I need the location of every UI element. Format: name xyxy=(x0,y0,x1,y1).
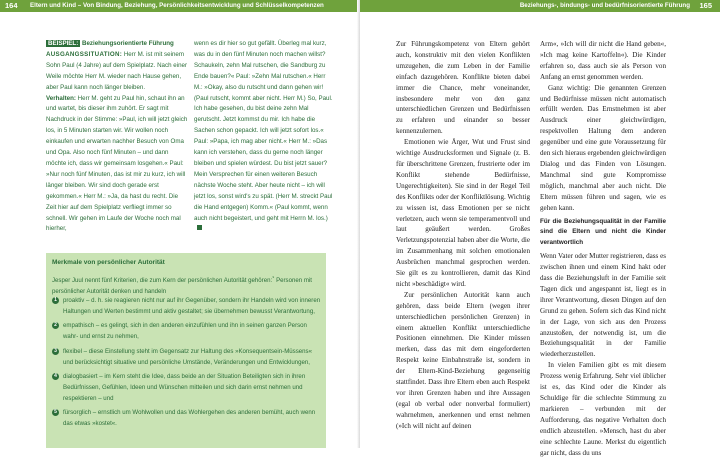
running-head-right: Beziehungs-, bindungs- und bedürfnisorientierte Führung xyxy=(519,2,690,9)
list-item-text: empathisch – es gelingt, sich in den anderen einzufühlen und ihn in seinen ganzen Person wahr- und ernst zu nehmen, xyxy=(63,322,307,341)
body-column-2 xyxy=(540,39,666,458)
footnote-ref: ⁹ xyxy=(272,275,275,281)
list-item xyxy=(52,320,322,342)
left-page xyxy=(0,0,360,448)
example-intro xyxy=(46,50,188,94)
number-badge: 4 xyxy=(52,373,59,380)
paragraph: Arm«, »Ich will dir nicht die Hand geben«, »Ich mag keine Kartoffeln«). Die Kinder erfahren so, dass auch sie als Person von Anfang an ernst genommen werden. xyxy=(540,40,666,81)
behavior-text: Herr M. geht zu Paul hin, schaut ihn an und wartet, bis dieser ihm zuhört. Er sagt mit Nachdruck in der Stimme: »Paul, ich will jetzt gleich los, in 5 Minuten starten wir. Wir wollen noch einkaufen und erwarten nachher Besuch von Oma und Opa. Also noch fünf Minuten – und dann möchte ich, dass wir gemeinsam losgehen.« Paul: »Nur noch fünf Minuten, das ist mir zu kurz, ich will länger bleiben. Wir sind doch gerade erst gekommen.« Herr M.: »Ja, da hast du recht. Die Zeit hier auf dem Spielplatz verfliegt immer so schnell. Wir gehen im Laufe der Woche noch mal hierher, xyxy=(46,94,188,233)
list-item xyxy=(52,371,322,404)
number-badge: 5 xyxy=(52,409,59,416)
right-running-header xyxy=(360,0,720,12)
example-heading xyxy=(46,39,188,50)
example-title: Beziehungsorientierte Führung xyxy=(82,40,174,47)
body-column-1 xyxy=(396,39,530,432)
behavior-label: Verhalten: xyxy=(46,94,76,102)
example-intro-text: Herr M. ist mit seinem Sohn Paul (4 Jahre) auf dem Spielplatz. Nach einer Weile möchte Herr M. wieder nach Hause gehen, aber Paul kann noch länger bleiben. xyxy=(46,50,188,91)
list-item-text: dialogbasiert – im Kern steht die Idee, dass beide an der Situation Beteiligten sich in ihren Bedürfnissen, Gefühlen, Ideen und Wünschen mitteilen und sich darin ernst nehmen und respektieren – und xyxy=(63,372,306,402)
example-column-2 xyxy=(194,39,335,235)
end-square-icon xyxy=(197,225,202,230)
list-item xyxy=(52,346,322,368)
box-intro xyxy=(52,273,320,297)
list-item-text: flexibel – diese Einstellung steht im Gegensatz zur Haltung des »Konsequentsein-Müssens« und berücksichtigt situative und persönliche Umstände, Veränderungen und Entwicklungen, xyxy=(63,347,312,366)
list-item xyxy=(52,295,322,317)
box-intro-text: Jesper Juul nennt fünf Kriterien, die zum Kern der persönlichen Autorität gehören: xyxy=(52,277,273,285)
running-head-left: Eltern und Kind – Von Bindung, Beziehung, Persönlichkeitsentwicklung und Schlüsselkompetenzen xyxy=(30,2,324,9)
paragraph: In vielen Familien gibt es mit diesem Prozess wenig Erfahrung. Sehr viel üblicher ist es, das Kind oder die Kinder als Schuldige für die schlechte Stimmung zu markieren – verbunden mit der Aufforderung, das negative Verhalten doch endlich abzustellen. »Mensch, hast du aber eine schlechte Laune. Merkst du eigentlich gar nicht, dass du uns xyxy=(540,361,666,457)
paragraph: Wenn Vater oder Mutter registrieren, dass es zwischen ihnen und einem Kind hakt oder dass die Beziehungsluft in der Familie seit Tagen dick und angespannt ist, liegt es in ihrer Verantwortung, diesen Dingen auf den Grund zu gehen. Sofern sich das Kind nicht in der Lage, von sich aus den Prozess anzustoßen, der notwendig ist, um die Beziehungsqualität in der Familie wiederherzustellen. xyxy=(540,252,666,359)
example-column-1 xyxy=(46,39,188,235)
page-number-right: 165 xyxy=(699,1,712,10)
example-tag: BEISPIEL: xyxy=(48,40,79,47)
paragraph: Ganz wichtig: Die genannten Grenzen und Bedürfnisse müssen nicht automatisch erfüllt werden. Das Ernstnehmen ist aber Ausdruck einer gleichwürdigen, respektvollen Haltung dem anderen gegenüber und eine gute Voraussetzung für den sich hieraus ergebenden gleichwürdigen Dialog und das Finden von Lösungen. Manchmal sind gute Kompromisse möglich, manchmal aber auch nicht. Die Eltern müssen führen und sagen, wie es gehen kann. xyxy=(540,83,666,212)
page-number-left: 164 xyxy=(5,1,18,10)
section-subheading: Für die Beziehungsqualität in der Familie sind die Eltern und nicht die Kinder verantwortlich xyxy=(540,217,666,247)
criteria-list xyxy=(52,295,322,432)
paragraph: Emotionen wie Ärger, Wut und Frust sind wichtige Ausdrucksformen und Signale (z. B. für überschrittene Grenzen, frustrierte oder im Konflikt stehende Bedürfnisse, Ungerechtigkeiten). Sie sind in der Regel Teil des Konflikts oder der Konfliktlösung. Wichtig zu wissen ist, dass Emotionen per se nicht verletzen, auch wenn sie temperamentvoll und laut geäußert werden. Großes Verletzungspotenzial haben aber die Worte, die im Zusammenhang mit solchen emotionalen Ausbrüchen manchmal gesprochen werden. Sie gilt es zu kontrollieren, damit das Kind nicht »beschädigt« wird. xyxy=(396,138,530,288)
example-behavior xyxy=(46,94,188,236)
example-subtitle: AUSGANGSSITUATION: xyxy=(46,50,123,58)
number-badge: 1 xyxy=(52,297,59,304)
list-item-text: fürsorglich – ernstlich um Wohlwollen und das Wohlergehen des anderen bemüht, auch wenn das etwas »kostet«. xyxy=(63,409,316,428)
number-badge: 2 xyxy=(52,322,59,329)
autoritaet-box xyxy=(46,253,326,448)
left-running-header xyxy=(0,0,360,12)
paragraph: Zur Führungskompetenz von Eltern gehört auch, konstruktiv mit den vielen Konflikten umzugehen, die zum Leben in der Familie einfach dazugehören. Konflikte bieten dabei immer die Chance, mehr voneinander, insbesondere mehr von den ganz unterschiedlichen Grenzen und Bedürfnissen zu erfahren und einander so besser kennenzulernen. xyxy=(396,40,530,136)
box-title: Merkmale von persönlicher Autorität xyxy=(52,259,165,266)
paragraph: Zur persönlichen Autorität kann auch gehören, dass beide Eltern (wegen ihrer unterschiedlichen persönlichen Grenzen) in einem aktuellen Konflikt unterschiedliche Positionen einnehmen. Die Kinder müssen merken, dass das mit dem eingeforderten Respekt keine Einbahnstraße ist, sondern in der Eltern-Kind-Beziehung gegenseitig stattfindet. Dass ihre Eltern eben auch Respekt vor ihren Grenzen haben und ihre Aussagen (egal ob verbal oder nonverbal formuliert) wahrnehmen, anerkennen und ernst nehmen (»Ich will nicht auf deinen xyxy=(396,290,530,430)
list-item xyxy=(52,407,322,429)
right-page xyxy=(360,0,720,457)
list-item-text: proaktiv – d. h. sie reagieren nicht nur auf ihr Gegenüber, sondern ihr Handeln wird von inneren Haltungen und Werten bestimmt und aktiv gestaltet; sie übernehmen bewusst Verantwortung, xyxy=(63,297,321,315)
example-continuation: wenn es dir hier so gut gefällt. Überleg mal kurz, was du in den fünf Minuten noch machen willst? Schaukeln, zehn Mal rutschen, die Sandburg zu Ende bauen?« Paul: »Zehn Mal rutschen.« Herr M.: »Okay, also du rutscht und dann gehen wir! (Paul rutscht, kommt aber nicht. Herr M.) So, Paul. Ich habe gesehen, du bist deine zehn Mal gerutscht. Jetzt kommst du mir. Ich habe die Sachen schon gepackt. Ich will jetzt sofort los.« Paul: »Papa, ich mag aber nicht.« Herr M.: »Das kann ich verstehen, dass du gerne noch länger bleiben und spielen würdest. Du bist jetzt sauer? Mein Versprechen für einen weiteren Besuch nächste Woche steht. Aber heute nicht – ich will jetzt los, sonst wird's zu spät. (Herr M. streckt Paul die Hand entgegen) Komm.« (Paul kommt, wenn auch nicht begeistert, und geht mit Herrn M. los.) xyxy=(194,40,333,222)
number-badge: 3 xyxy=(52,348,59,355)
box-intro-end: Personen mit persönlicher Autorität denken und handeln xyxy=(52,277,312,296)
